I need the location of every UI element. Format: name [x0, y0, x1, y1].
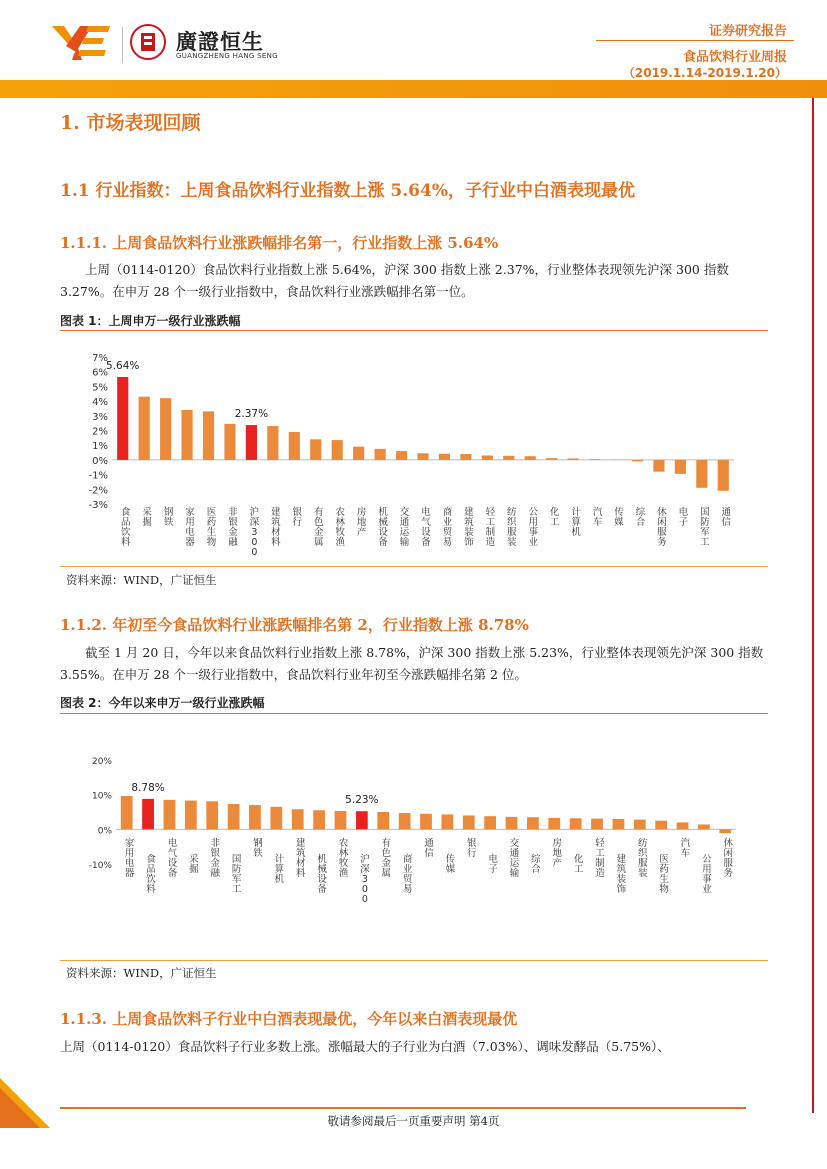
category-label: 食品饮料 [146, 854, 156, 895]
category-label: 采掘 [189, 854, 199, 875]
data-label: 5.23% [345, 794, 379, 807]
bar-银行 [463, 815, 475, 829]
data-label: 2.37% [234, 408, 269, 421]
bar-房地产 [353, 447, 364, 460]
category-label: 银行 [292, 507, 303, 528]
category-label: 电子 [488, 854, 498, 875]
bar-建筑材料 [292, 809, 304, 829]
figure-1-source: 资料来源：WIND，广证恒生 [66, 573, 217, 587]
bar-汽车 [589, 459, 600, 460]
category-label: 商业贸易 [402, 854, 413, 895]
brand-name-en: GUANGZHENG HANG SENG [176, 52, 278, 60]
category-label: 有色金属 [381, 838, 391, 879]
category-label: 非银金融 [210, 838, 220, 879]
brand-name-cn: 廣證恒生 [176, 29, 264, 54]
bar-公用事业 [698, 824, 710, 829]
y-tick-label: -2% [88, 485, 108, 497]
category-label: 机械设备 [317, 854, 327, 895]
bar-农林牧渔 [332, 440, 343, 460]
footer-rule [60, 1107, 746, 1109]
category-label: 休闲服务 [723, 838, 734, 879]
category-label: 医药生物 [659, 854, 669, 895]
category-label: 计算机 [274, 854, 285, 885]
figure-2-source: 资料来源：WIND，广证恒生 [66, 966, 217, 980]
chart-ytd-industry-change [60, 714, 768, 958]
data-label: 8.78% [131, 781, 165, 794]
category-label: 有色金属 [314, 507, 324, 548]
y-tick-label: 2% [92, 426, 108, 438]
category-label: 电气设备 [421, 507, 431, 548]
bar-采掘 [185, 801, 197, 830]
category-label: 采掘 [142, 507, 152, 528]
bar-计算机 [270, 807, 282, 830]
figure-1-bottom-rule [60, 566, 768, 567]
bar-电子 [484, 816, 496, 829]
paragraph-1-1-3: 上周（0114-0120）食品饮料子行业多数上涨。涨幅最大的子行业为白酒（7.03%）、调味发酵品（5.75%）、 [60, 1039, 670, 1054]
category-label: 建筑材料 [271, 507, 281, 548]
right-margin-bar [812, 98, 814, 1113]
bar-传媒 [442, 814, 454, 829]
y-tick-label: -3% [88, 500, 108, 511]
bar-国防军工 [228, 804, 240, 829]
category-label: 建筑装饰 [464, 507, 474, 548]
bar-机械设备 [313, 810, 325, 829]
category-label: 汽车 [592, 507, 603, 528]
paragraph-1-1-2: 截至 1 月 20 日，今年以来食品饮料行业指数上涨 8.78%，沪深 300 指数上涨 5.23%，行业整体表现领先沪深 300 指数 3.55%。在申万 28 个一级行业指数中，食品饮料行业年初至今涨跌幅排名第 2 位。 [60, 645, 764, 682]
bar-沪深300 [246, 425, 257, 460]
bar-综合 [527, 817, 539, 829]
y-tick-label: 7% [92, 353, 108, 364]
category-label: 建筑材料 [295, 838, 306, 879]
category-label: 沪深 3 0 0 [360, 854, 370, 905]
logo-divider [122, 27, 123, 63]
category-label: 国防军工 [231, 854, 242, 895]
category-label: 通信 [424, 838, 434, 859]
y-tick-label: 3% [92, 411, 108, 423]
category-label: 房地产 [552, 838, 563, 869]
bar-商业贸易 [439, 454, 450, 460]
bar-建筑装饰 [460, 454, 471, 460]
category-label: 电子 [678, 507, 689, 528]
category-label: 纺织服装 [638, 838, 648, 879]
bar-轻工制造 [591, 819, 603, 830]
report-type: 证券研究报告 [708, 24, 787, 39]
category-label: 非银金融 [228, 507, 238, 548]
y-tick-label: -1% [88, 470, 108, 482]
bar-休闲服务 [653, 460, 664, 472]
category-label: 轻工制造 [485, 507, 496, 548]
category-label: 国防军工 [700, 507, 710, 548]
bar-电气设备 [164, 800, 176, 829]
data-label: 5.64% [106, 359, 140, 372]
bar-沪深300 [356, 811, 368, 829]
bar-纺织服装 [503, 456, 514, 460]
category-label: 汽车 [680, 838, 691, 859]
category-label: 交通运输 [509, 838, 520, 879]
category-label: 银行 [467, 838, 477, 859]
bar-有色金属 [310, 439, 321, 460]
figure-2-title: 图表 2：今年以来申万一级行业涨跌幅 [60, 696, 265, 710]
category-label: 纺织服装 [507, 507, 517, 548]
bar-汽车 [677, 822, 689, 829]
header-rule [596, 40, 794, 41]
bar-机械设备 [375, 449, 386, 460]
y-tick-label: 0% [92, 455, 108, 467]
bar-建筑材料 [267, 426, 278, 460]
category-label: 沪深 3 0 0 [249, 507, 260, 558]
bar-交通运输 [506, 817, 518, 829]
report-date-range: （2019.1.14-2019.1.20） [622, 66, 787, 80]
bar-公用事业 [525, 456, 536, 460]
figure-2-bottom-rule [60, 960, 768, 961]
bar-通信 [420, 814, 432, 830]
category-label: 家用电器 [185, 507, 195, 548]
bar-商业贸易 [399, 813, 411, 829]
bar-钢铁 [160, 398, 171, 460]
category-label: 轻工制造 [595, 838, 605, 879]
bar-建筑装饰 [613, 819, 625, 829]
category-label: 计算机 [571, 507, 581, 538]
bar-食品饮料 [142, 799, 154, 829]
bar-休闲服务 [719, 829, 731, 833]
bar-电气设备 [417, 453, 428, 460]
paragraph-1-1-1: 上周（0114-0120）食品饮料行业指数上涨 5.64%，沪深 300 指数上涨 2.37%，行业整体表现领先沪深 300 指数 3.27%。在申万 28 个一级行业指数中，食品饮料行业涨跌幅排名第一位。 [60, 262, 729, 299]
bar-轻工制造 [482, 455, 493, 459]
y-tick-label: 6% [92, 367, 108, 379]
section-title-1-1-3: 1.1.3. 上周食品饮料子行业中白酒表现最优，今年以来白酒表现最优 [60, 1010, 518, 1028]
category-label: 机械设备 [378, 507, 388, 548]
category-label: 钢铁 [253, 838, 263, 859]
bar-钢铁 [249, 805, 261, 829]
category-label: 传媒 [614, 507, 624, 528]
category-label: 交通运输 [399, 507, 410, 548]
bar-计算机 [568, 458, 579, 459]
y-tick-label: 5% [92, 382, 108, 394]
guangzheng-ye-logo [52, 24, 110, 60]
section-title-1-1-2: 1.1.2. 年初至今食品饮料行业涨跌幅排名第 2，行业指数上涨 8.78% [60, 616, 529, 634]
y-tick-label: 1% [92, 441, 108, 453]
bar-医药生物 [655, 821, 667, 830]
bar-家用电器 [181, 410, 192, 460]
bar-医药生物 [203, 411, 214, 460]
category-label: 农林牧渔 [338, 838, 349, 879]
category-label: 电气设备 [167, 838, 178, 879]
bar-通信 [718, 460, 729, 491]
y-tick-label: 4% [92, 397, 108, 409]
bar-家用电器 [121, 796, 133, 829]
bar-非银金融 [224, 424, 235, 460]
report-name: 食品饮料行业周报 [682, 50, 787, 65]
bar-有色金属 [377, 812, 389, 829]
category-label: 综合 [531, 854, 541, 875]
bar-采掘 [139, 397, 150, 460]
y-tick-label: 10% [91, 791, 112, 802]
bar-非银金融 [206, 801, 218, 829]
category-label: 食品饮料 [120, 507, 131, 548]
bar-交通运输 [396, 451, 407, 460]
section-title-1-1: 1.1 行业指数：上周食品饮料行业指数上涨 5.64%，子行业中白酒表现最优 [60, 181, 635, 201]
bar-电子 [675, 460, 686, 474]
category-label: 医药生物 [206, 507, 217, 548]
section-title-1-1-1: 1.1.1. 上周食品饮料行业涨跌幅排名第一，行业指数上涨 5.64% [60, 234, 499, 252]
y-tick-label: -10% [88, 861, 112, 871]
category-label: 化工 [549, 507, 560, 528]
chart-weekly-industry-change [60, 331, 768, 565]
category-label: 房地产 [356, 507, 367, 538]
category-label: 传媒 [445, 854, 456, 875]
category-label: 化工 [573, 854, 584, 875]
category-label: 休闲服务 [657, 507, 667, 548]
bar-综合 [632, 460, 643, 461]
brand-seal-icon [130, 24, 166, 60]
figure-1-title: 图表 1：上周申万一级行业涨跌幅 [60, 314, 241, 328]
bar-食品饮料 [117, 377, 128, 460]
bar-国防军工 [696, 460, 707, 488]
bar-农林牧渔 [335, 811, 347, 829]
y-tick-label: 20% [91, 757, 112, 767]
bar-银行 [289, 432, 300, 460]
y-tick-label: 0% [97, 826, 112, 837]
footer-text: 敬请参阅最后一页重要声明 第4页 [327, 1114, 500, 1128]
category-label: 综合 [635, 507, 646, 528]
bar-纺织服装 [634, 820, 646, 830]
category-label: 钢铁 [163, 507, 174, 528]
bar-化工 [546, 458, 557, 460]
category-label: 公用事业 [702, 854, 712, 895]
bar-化工 [570, 818, 582, 829]
section-title-1: 1. 市场表现回顾 [60, 112, 201, 134]
header-band [0, 80, 827, 98]
category-label: 商业贸易 [442, 507, 453, 548]
category-label: 家用电器 [124, 838, 135, 879]
category-label: 通信 [721, 507, 732, 528]
category-label: 公用事业 [528, 507, 538, 548]
category-label: 农林牧渔 [335, 507, 345, 548]
category-label: 建筑装饰 [616, 854, 627, 895]
bar-房地产 [548, 818, 560, 829]
